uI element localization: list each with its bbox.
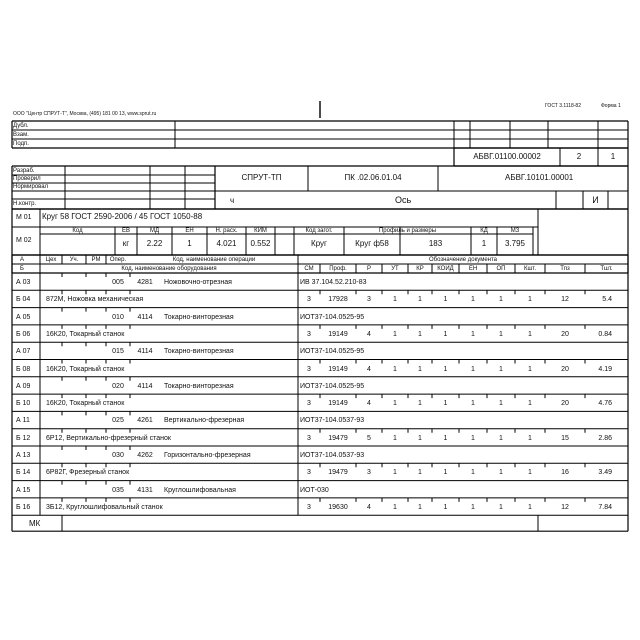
row-label: Б 10	[16, 400, 31, 408]
material-header: КД	[480, 228, 488, 234]
material-header: Н. расх.	[215, 228, 238, 234]
detail-designation: АБВГ.10101.00001	[505, 173, 574, 182]
row-value: 1	[418, 503, 422, 511]
material-header: Код загот.	[305, 228, 333, 234]
form-type-mk: МК	[29, 519, 41, 529]
role-razrab: Разраб.	[13, 168, 35, 174]
row-label: А 11	[16, 417, 30, 425]
row-label: А 15	[16, 486, 31, 494]
document-designation: АБВГ.01100.00002	[473, 152, 541, 161]
col-header: СМ	[304, 266, 314, 272]
col-header: РМ	[91, 257, 101, 263]
row-value: 12	[561, 503, 569, 511]
row-value: 1	[528, 400, 532, 408]
row-value: 1	[393, 469, 397, 477]
col-header: КР	[416, 266, 424, 272]
sheet-number: 1	[610, 152, 616, 161]
row-label: Б 12	[16, 434, 31, 442]
col-header: Обозначение документа	[428, 257, 498, 263]
row-value: 1	[418, 469, 422, 477]
row-value: 3	[367, 469, 371, 477]
row-label: А 09	[16, 382, 31, 390]
row-value: 12	[561, 296, 569, 304]
standard-code: ГОСТ 3.1118-82	[545, 103, 581, 109]
row-value: 1	[528, 469, 532, 477]
material-value: 183	[428, 239, 443, 248]
row-value: 1	[499, 365, 503, 373]
operation-name: Горизонтально-фрезерная	[164, 452, 251, 459]
row-label: А 13	[16, 452, 31, 459]
material-value: 1	[187, 239, 192, 248]
operation-code: 4114	[137, 313, 153, 321]
operation-code: 4262	[137, 452, 153, 459]
row-value: 20	[561, 330, 569, 338]
row-value: 1	[471, 400, 475, 408]
row-value: 1	[499, 330, 503, 338]
row-value: 3	[307, 434, 311, 442]
operation-number: 020	[112, 382, 124, 390]
row-value: 4.76	[598, 400, 612, 408]
col-header: ЕН	[468, 266, 478, 272]
pk-code: ПК .02.06.01.04	[344, 173, 402, 182]
row-value: 20	[561, 365, 569, 373]
material-value: 0.552	[250, 239, 271, 248]
operation-number: 015	[112, 348, 124, 356]
row-value: 3	[307, 503, 311, 511]
row-value: 1	[528, 365, 532, 373]
material-value: Круг	[311, 239, 327, 248]
row-value: 1	[499, 503, 503, 511]
row-value: 1	[393, 400, 397, 408]
col-header: Код, наименование операции	[172, 257, 256, 263]
material-value: 4.021	[216, 239, 237, 248]
operation-name: Токарно-винторезная	[164, 382, 234, 390]
m02-label: М 02	[16, 237, 32, 244]
document-reference: ИОТ37-104.0537-93	[300, 417, 365, 425]
sheets-total: 2	[576, 152, 582, 161]
row-value: 4	[367, 400, 371, 408]
document-reference: ИОТ-030	[300, 486, 329, 494]
equipment-name: 16К20, Токарный станок	[46, 330, 125, 338]
material-header: ЕН	[185, 228, 194, 234]
row-value: 1	[443, 434, 448, 442]
row-value: 3	[367, 296, 371, 304]
row-value: 1	[393, 503, 397, 511]
col-header: Тпз	[560, 266, 570, 272]
system-name: СПРУТ-ТП	[241, 173, 282, 182]
form-label: Форма 1	[601, 103, 621, 109]
row-value: 4	[367, 330, 371, 338]
row-value: 1	[393, 296, 397, 304]
row-value: 4	[367, 503, 371, 511]
row-value: 1	[528, 296, 532, 304]
row-value: 1	[528, 434, 532, 442]
col-header: Тшт.	[600, 266, 613, 272]
row-value: 20	[561, 400, 569, 408]
role-proveril: Проверил	[13, 176, 41, 182]
row-value: 4	[367, 365, 371, 373]
document-reference: ИОТ37-104.0537-93	[300, 452, 365, 459]
operation-code: 4114	[137, 382, 153, 390]
operation-name: Токарно-винторезная	[164, 313, 234, 321]
row-value: 5.4	[602, 296, 612, 304]
row-value: 1	[443, 365, 448, 373]
row-value: 1	[418, 434, 422, 442]
col-header: Уч.	[69, 257, 79, 263]
row-label: А 05	[16, 313, 31, 321]
col-header: Код, наименование оборудования	[121, 266, 217, 272]
row-value: 3	[307, 365, 311, 373]
row-value: 1	[418, 330, 422, 338]
company-line: ООО "Центр СПРУТ-Т", Москва, (495) 181 00 13, www.sprut.ru	[13, 111, 157, 117]
operation-code: 4261	[137, 417, 153, 425]
equipment-name: 3Б12, Круглошлифовальный станок	[46, 503, 163, 511]
equipment-name: 6Р82Г, Фрезерный станок	[46, 469, 130, 477]
operation-name: Вертикально-фрезерная	[164, 417, 245, 425]
row-value: 0.84	[598, 330, 612, 338]
document-reference: ИВ 37.104.52.210-83	[300, 279, 367, 286]
row-value: 19149	[328, 400, 348, 408]
row-value: 1	[471, 469, 475, 477]
col-header: Р	[366, 266, 371, 272]
row-label: А 03	[16, 279, 31, 286]
row-value: 17928	[328, 296, 348, 304]
material-spec: Круг 58 ГОСТ 2590-2006 / 45 ГОСТ 1050-88	[42, 212, 203, 221]
ch-label: ч	[230, 196, 235, 205]
row-value: 3.49	[598, 469, 612, 477]
material-header: КИМ	[254, 228, 267, 234]
material-header: МД	[149, 228, 160, 234]
col-header: Цех	[45, 257, 57, 263]
operation-code: 4131	[137, 486, 153, 494]
row-value: 7.84	[598, 503, 612, 511]
row-value: 1	[418, 400, 422, 408]
material-header: Профиль и размеры	[378, 228, 437, 234]
row-value: 1	[528, 330, 532, 338]
col-marker-a: А	[20, 257, 25, 263]
row-value: 1	[499, 469, 503, 477]
row-value: 1	[393, 434, 397, 442]
row-value: 1	[393, 365, 397, 373]
role-nkontr: Н.контр.	[13, 201, 37, 207]
row-value: 1	[471, 503, 475, 511]
material-value: 1	[481, 239, 487, 248]
document-reference: ИОТ37-104.0525-95	[300, 348, 365, 356]
row-value: 1	[499, 400, 503, 408]
row-label: А 07	[16, 348, 31, 356]
equipment-name: 872М, Ножовка механическая	[46, 296, 144, 304]
operation-number: 025	[112, 417, 124, 425]
row-value: 1	[443, 503, 448, 511]
row-value: 1	[499, 296, 503, 304]
role-normiroval: Нормировал	[13, 184, 49, 190]
operation-number: 030	[112, 452, 124, 459]
row-value: 15	[561, 434, 569, 442]
row-value: 16	[561, 469, 569, 477]
row-value: 3	[307, 296, 311, 304]
operation-number: 005	[112, 279, 124, 286]
row-value: 2.86	[598, 434, 612, 442]
col-header: КОИД	[437, 266, 454, 272]
material-value: 2.22	[146, 239, 163, 248]
operation-name: Токарно-винторезная	[164, 348, 234, 356]
row-value: 1	[471, 296, 475, 304]
col-header: УТ	[391, 266, 399, 272]
material-value: Круг ф58	[355, 239, 389, 248]
material-header: ЕВ	[121, 228, 130, 234]
operation-code: 4114	[137, 348, 153, 356]
row-value: 19479	[328, 434, 348, 442]
part-name: Ось	[395, 195, 412, 205]
row-value: 19149	[328, 330, 348, 338]
document-reference: ИОТ37-104.0525-95	[300, 313, 365, 321]
row-value: 1	[443, 330, 448, 338]
equipment-name: 16К20, Токарный станок	[46, 400, 125, 408]
label-podp: Подп.	[13, 141, 29, 147]
row-value: 1	[418, 365, 422, 373]
row-value: 1	[443, 296, 448, 304]
equipment-name: 6Р12, Вертикально-фрезерный станок	[46, 434, 171, 442]
row-value: 19479	[328, 469, 348, 477]
row-value: 1	[393, 330, 397, 338]
material-header: Код	[72, 228, 83, 234]
row-value: 1	[471, 434, 475, 442]
row-value: 4.19	[598, 365, 612, 373]
col-header: Опер.	[109, 257, 127, 263]
row-value: 1	[443, 400, 448, 408]
row-label: Б 06	[16, 330, 31, 338]
operation-name: Круглошлифовальная	[164, 486, 236, 494]
row-value: 19149	[328, 365, 348, 373]
material-value: 3.795	[504, 239, 526, 248]
row-value: 1	[471, 365, 475, 373]
row-value: 1	[528, 503, 532, 511]
col-marker-b: Б	[20, 266, 24, 272]
row-value: 5	[367, 434, 371, 442]
label-dubl: Дубл.	[13, 123, 29, 129]
operation-number: 035	[112, 486, 124, 494]
document-reference: ИОТ37-104.0525-95	[300, 382, 365, 390]
letter-code: И	[592, 195, 599, 205]
label-vzam: Взам.	[13, 132, 29, 138]
row-value: 19630	[328, 503, 348, 511]
row-value: 1	[471, 330, 475, 338]
row-label: Б 14	[16, 469, 31, 477]
col-header: Кшт.	[523, 266, 537, 272]
col-header: ОП	[496, 266, 506, 272]
row-value: 1	[418, 296, 422, 304]
col-header: Проф.	[329, 266, 347, 272]
row-value: 1	[443, 469, 448, 477]
row-value: 3	[307, 330, 311, 338]
row-label: Б 16	[16, 503, 31, 511]
equipment-name: 16К20, Токарный станок	[46, 365, 125, 373]
operation-code: 4281	[137, 279, 153, 286]
row-label: Б 08	[16, 365, 31, 373]
material-value: кг	[122, 239, 130, 248]
material-header: МЗ	[510, 228, 520, 234]
operation-number: 010	[112, 313, 124, 321]
row-value: 3	[307, 469, 311, 477]
row-label: Б 04	[16, 296, 31, 304]
m01-label: М 01	[16, 214, 32, 221]
row-value: 1	[499, 434, 503, 442]
operation-name: Ножовочно-отрезная	[164, 279, 232, 286]
row-value: 3	[307, 400, 311, 408]
